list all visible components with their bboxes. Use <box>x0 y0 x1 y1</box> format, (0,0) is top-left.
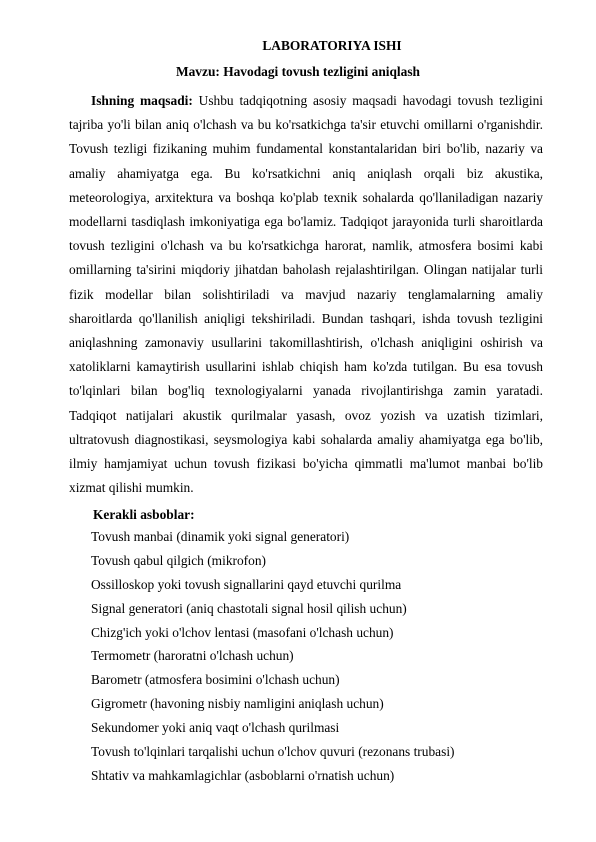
purpose-label: Ishning maqsadi: <box>91 93 193 108</box>
document-title: LABORATORIYA ISHI <box>262 38 402 53</box>
purpose-text: Ushbu tadqiqotning asosiy maqsadi havodagi tovush tezligini tajriba yo'li bilan aniq o'lchash va bu ko'rsatkichga ta'sir etuvchi omillarni o'rganishdir. Tovush tezligi fizikaning muhim fundamental konstantalaridan biri bo'lib, nazariy va amaliy ahamiyatga ega. Bu ko'rsatkichni aniq aniqlash orqali biz akustika, meteorologiya, arxitektura va boshqa ko'plab texnik sohalarda qo'llaniladigan nazariy modellarni tasdiqlash imkoniyatiga ega bo'lamiz. Tadqiqot jarayonida turli sharoitlarda tovush tezligini o'lchash va bu ko'rsatkichga harorat, namlik, atmosfera bosimi kabi omillarning ta'sirini miqdoriy jihatdan baholash rejalashtirilgan. Olingan natijalar turli fizik modellar bilan solishtiriladi va mavjud nazariy tenglamalarning amaliy sharoitlarda qo'llanilish aniqligi tekshiriladi. Bundan tashqari, ishda tovush tezligini aniqlashning zamonaviy usullarini takomillashtirish, o'lchash aniqligini oshirish va xatoliklarni kamaytirish usullarini ishlab chiqish ham ko'zda tutilgan. Bu esa tovush to'lqinlari bilan bog'liq texnologiyalarni yanada rivojlantirishga zamin yaratadi. Tadqiqot natijalari akustik qurilmalar yasash, ovoz yozish va uzatish tizimlari, ultratovush diagnostikasi, seysmologiya kabi sohalarda amaliy ahamiyatga ega bo'lib, ilmiy hamjamiyat uchun tovush fizikasi bo'yicha qimmatli ma'lumot manbai bo'lib xizmat qilishi mumkin. <box>69 93 544 496</box>
list-item: Gigrometr (havoning nisbiy namligini aniqlash uchun) <box>91 696 384 712</box>
equipment-list <box>91 527 551 790</box>
document-subtitle: Mavzu: Havodagi tovush tezligini aniqlash <box>175 64 421 79</box>
list-item: Tovush qabul qilgich (mikrofon) <box>91 552 266 568</box>
list-item: Shtativ va mahkamlagichlar (asboblarni o'rnatish uchun) <box>91 767 395 783</box>
list-item: Sekundomer yoki aniq vaqt o'lchash qurilmasi <box>91 720 340 736</box>
list-item: Barometr (atmosfera bosimini o'lchash uchun) <box>91 672 340 688</box>
equipment-heading: Kerakli asboblar: <box>93 507 195 522</box>
list-item: Signal generatori (aniq chastotali signal hosil qilish uchun) <box>91 600 407 616</box>
list-item: Chizg'ich yoki o'lchov lentasi (masofani o'lchash uchun) <box>91 624 394 640</box>
list-item: Tovush to'lqinlari tarqalishi uchun o'lchov quvuri (rezonans trubasi) <box>91 744 455 760</box>
list-item: Tovush manbai (dinamik yoki signal generatori) <box>91 529 350 544</box>
purpose-paragraph <box>69 89 543 500</box>
list-item: Termometr (haroratni o'lchash uchun) <box>91 648 294 664</box>
list-item: Ossilloskop yoki tovush signallarini qayd etuvchi qurilma <box>91 576 402 592</box>
